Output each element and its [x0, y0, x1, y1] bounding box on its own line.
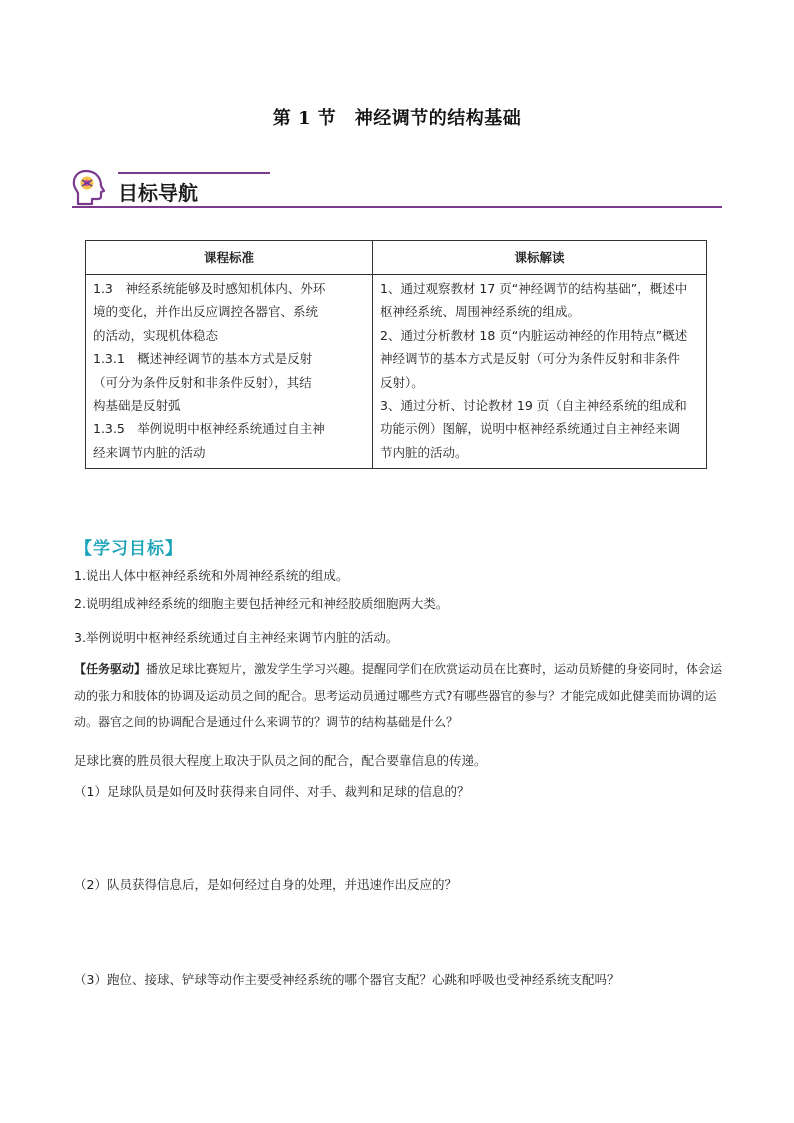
brain-head-icon [72, 168, 108, 206]
standard-cell [86, 275, 373, 469]
table-row [86, 275, 707, 469]
question-item: （1）足球队员是如何及时获得来自同伴、对手、裁判和足球的信息的？ [74, 784, 470, 799]
section-title: 目标导航 [118, 181, 198, 205]
interpretation-line: 3、通过分析、讨论教材 19 页（自主神经系统的组成和 [380, 398, 687, 414]
interpretation-cell [373, 275, 707, 469]
task-driver-tag: 【任务驱动】 [74, 662, 147, 676]
question-item: （3）跑位、接球、铲球等动作主要受神经系统的哪个器官支配？心跳和呼吸也受神经系统支配吗？ [74, 972, 620, 987]
question-item: （2）队员获得信息后，是如何经过自身的处理，并迅速作出反应的？ [74, 877, 457, 892]
interpretation-line: 1、通过观察教材 17 页“神经调节的结构基础”，概述中 [380, 281, 688, 296]
goal-item: 1.说出人体中枢神经系统和外周神经系统的组成。 [74, 568, 349, 583]
standard-line: （可分为条件反射和非条件反射），其结 [93, 374, 312, 390]
interpretation-line: 功能示例）图解，说明中枢神经系统通过自主神经来调 [380, 421, 681, 437]
section-header [72, 160, 722, 210]
standard-line: 1.3 神经系统能够及时感知机体内、外环 [93, 281, 326, 296]
goal-item: 3.举例说明中枢神经系统通过自主神经来调节内脏的活动。 [74, 630, 399, 645]
header-top-rule [118, 172, 270, 174]
table-header-interpretation: 课标解读 [373, 241, 707, 275]
standard-line: 境的变化，并作出反应调控各器官、系统 [93, 304, 319, 320]
interpretation-line: 枢神经系统、周围神经系统的组成。 [380, 304, 581, 320]
page-title: 第 1 节 神经调节的结构基础 [272, 108, 522, 129]
curriculum-table [85, 240, 707, 469]
interpretation-line: 神经调节的基本方式是反射（可分为条件反射和非条件 [380, 351, 681, 367]
standard-line: 经来调节内脏的活动 [93, 444, 206, 460]
interpretation-line: 反射）。 [380, 374, 424, 390]
standard-line: 的活动，实现机体稳态 [93, 327, 219, 343]
standard-line: 构基础是反射弧 [93, 398, 181, 414]
goal-item: 2.说明组成神经系统的细胞主要包括神经元和神经胶质细胞两大类。 [74, 596, 449, 611]
standard-line: 1.3.1 概述神经调节的基本方式是反射 [93, 351, 313, 367]
table-header-row [86, 241, 707, 275]
intro-text: 足球比赛的胜员很大程度上取决于队员之间的配合，配合要靠信息的传递。 [74, 753, 487, 768]
interpretation-line: 2、通过分析教材 18 页“内脏运动神经的作用特点”概述 [380, 327, 688, 343]
task-driver-text: 播放足球比赛短片，激发学生学习兴趣。提醒同学们在欣赏运动员在比赛时，运动员矫健的身姿同时，体会运动的张力和肢体的协调及运动员之间的配合。思考运动员通过哪些方式?有哪些器官的参与？才能完成如此健美而协调的运动。器官之间的协调配合是通过什么来调节的？调节的结构基础是什么？ [74, 662, 723, 729]
header-underline [72, 206, 722, 208]
table-header-standard: 课程标准 [86, 241, 373, 275]
learning-goals-title: 【学习目标】 [75, 539, 183, 559]
interpretation-line: 节内脏的活动。 [380, 444, 468, 460]
standard-line: 1.3.5 举例说明中枢神经系统通过自主神 [93, 421, 325, 437]
task-driver-paragraph [74, 656, 724, 736]
